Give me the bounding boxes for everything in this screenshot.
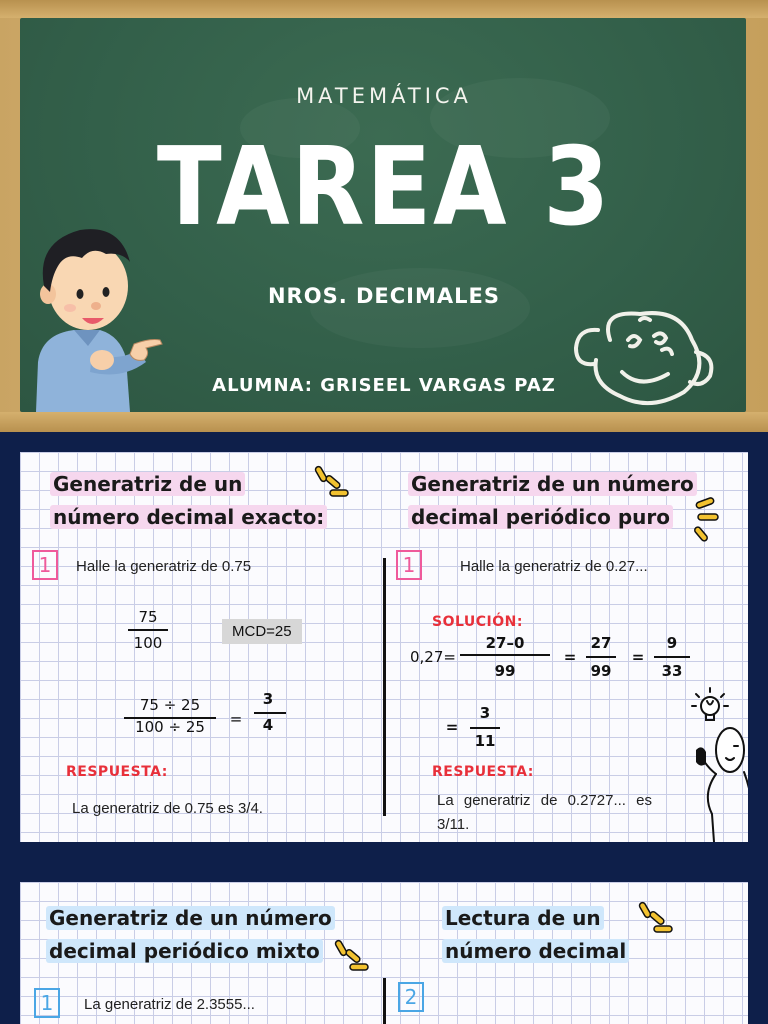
answer-text-line-1: La generatriz de 0.2727... es: [437, 792, 652, 809]
fraction-denominator: 11: [474, 732, 496, 750]
fraction-denominator: 99: [590, 662, 612, 680]
equation-lhs: 0,27=: [410, 648, 456, 666]
emphasis-marks-icon: [638, 896, 678, 940]
step-number-badge: 1: [32, 550, 58, 580]
student-name: ALUMNA: GRISEEL VARGAS PAZ: [212, 375, 556, 396]
fraction-numerator: 75 ÷ 25: [139, 696, 201, 714]
fraction-numerator: 3: [262, 690, 274, 708]
emphasis-marks-icon: [334, 934, 374, 978]
step-number-badge: 1: [396, 550, 422, 580]
page-title: TAREA 3: [156, 125, 612, 250]
answer-label: RESPUESTA:: [66, 764, 168, 780]
step-number-badge: 2: [398, 982, 424, 1012]
fraction-denominator: 4: [262, 716, 274, 734]
fraction-bar: [586, 656, 616, 658]
chalkboard-ledge: [0, 412, 768, 432]
mcd-note: MCD=25: [222, 619, 302, 644]
heading-line-2: decimal periódico puro: [408, 505, 673, 529]
equals-sign: =: [563, 648, 577, 666]
fraction-bar: [128, 629, 168, 631]
column-divider: [383, 558, 386, 816]
column-divider: [383, 978, 386, 1024]
fraction-numerator: 27: [590, 634, 612, 652]
fraction-bar: [470, 727, 500, 729]
chalkboard-top-ledge: [0, 0, 768, 18]
solution-label: SOLUCIÓN:: [432, 614, 523, 630]
fraction-denominator: 100 ÷ 25: [135, 718, 205, 736]
fraction-numerator: 27–0: [485, 634, 525, 652]
fraction-denominator: 99: [494, 662, 516, 680]
fraction-bar: [460, 654, 550, 656]
heading-line-1: Generatriz de un: [50, 472, 245, 496]
exercise-panel-2: [20, 882, 748, 1024]
subject-label: MATEMÁTICA: [296, 84, 472, 108]
emphasis-marks-icon: [690, 494, 730, 542]
heading-line-2: decimal periódico mixto: [46, 939, 323, 963]
heading-line-1: Generatriz de un número: [408, 472, 697, 496]
heading-line-1: Generatriz de un número: [46, 906, 335, 930]
exercise-prompt: Halle la generatriz de 0.27...: [460, 558, 648, 575]
answer-text: La generatriz de 0.75 es 3/4.: [72, 800, 263, 817]
exercise-prompt: La generatriz de 2.3555...: [84, 996, 255, 1013]
answer-label: RESPUESTA:: [432, 764, 534, 780]
heading-line-1: Lectura de un: [442, 906, 604, 930]
fraction-denominator: 100: [133, 634, 163, 652]
topic-label: NROS. DECIMALES: [267, 284, 500, 308]
exercise-prompt: Halle la generatriz de 0.75: [76, 558, 252, 575]
fraction-numerator: 75: [138, 608, 158, 626]
heading-line-2: número decimal exacto:: [50, 505, 327, 529]
equals-sign: =: [445, 718, 459, 736]
fraction-numerator: 9: [666, 634, 678, 652]
heading-line-2: número decimal: [442, 939, 629, 963]
exercise-panel-1: [20, 452, 748, 842]
fraction-numerator: 3: [479, 704, 491, 722]
equals-sign: =: [229, 710, 243, 728]
thinking-person-lightbulb-icon: [672, 684, 748, 842]
fraction-bar: [254, 712, 286, 714]
answer-text-line-2: 3/11.: [437, 816, 470, 833]
emphasis-marks-icon: [314, 460, 354, 504]
pointing-boy-icon: [22, 222, 168, 412]
chalk-face-doodle-icon: [570, 300, 720, 412]
equals-sign: =: [631, 648, 645, 666]
step-number-badge: 1: [34, 988, 60, 1018]
fraction-bar: [654, 656, 690, 658]
fraction-denominator: 33: [661, 662, 683, 680]
heading-periodico-puro: [408, 468, 728, 534]
